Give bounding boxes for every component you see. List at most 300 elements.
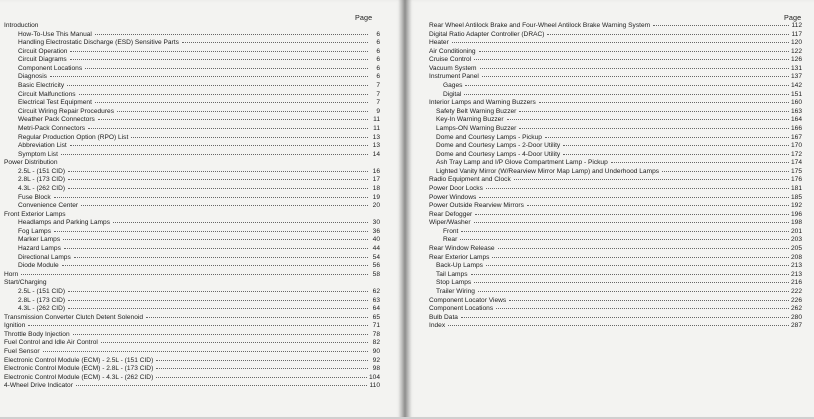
dot-leader: [507, 118, 789, 120]
dot-leader: [95, 33, 368, 35]
toc-entry-title: Convenience Center: [18, 202, 79, 210]
toc-entry-page: 170: [790, 142, 802, 150]
toc-entry-page: 36: [372, 227, 380, 235]
toc-entry-title: 2.5L - (151 CID): [18, 167, 66, 175]
toc-entry-title: Back-Up Lamps: [436, 262, 483, 270]
toc-entry: [4, 271, 380, 280]
toc-entry: [4, 176, 380, 185]
dot-leader: [545, 136, 789, 138]
toc-entry: [429, 202, 802, 211]
toc-entry-page: 56: [372, 262, 380, 270]
toc-entry-page: 151: [790, 90, 802, 98]
dot-leader: [61, 153, 368, 155]
toc-entry-page: 137: [790, 73, 802, 81]
toc-entry-page: 6: [376, 73, 380, 81]
toc-entry-title: Front Exterior Lamps: [4, 210, 66, 218]
dot-leader: [611, 161, 789, 163]
dot-leader: [41, 25, 368, 26]
dot-leader: [43, 350, 368, 352]
dot-leader: [62, 264, 368, 266]
toc-entry: [429, 262, 802, 271]
toc-entry: [4, 382, 380, 391]
toc-entry-title: Air Conditioning: [429, 47, 476, 55]
toc-entry: [4, 219, 380, 228]
toc-entry-page: 6: [376, 39, 380, 47]
dot-leader: [474, 58, 789, 60]
dot-leader: [28, 324, 368, 326]
dot-leader: [465, 84, 789, 86]
dot-leader: [21, 273, 368, 275]
toc-entry-title: Digital Ratio Adapter Controller (DRAC): [429, 30, 545, 38]
dot-leader: [68, 290, 368, 292]
toc-entry: [4, 211, 380, 220]
dot-leader: [85, 67, 368, 69]
toc-entry: [4, 73, 380, 82]
toc-entry-page: 117: [791, 30, 802, 38]
dot-leader: [131, 136, 368, 138]
toc-entry: [429, 134, 802, 143]
toc-entry-page: 126: [790, 56, 802, 64]
toc-entry-title: Digital: [443, 90, 462, 98]
dot-leader: [475, 213, 789, 215]
toc-entry: [429, 297, 802, 306]
toc-entry: [4, 228, 380, 237]
toc-entry: [429, 254, 802, 263]
toc-entry-page: 64: [372, 305, 380, 313]
toc-entry-title: Bulb Data: [429, 313, 458, 321]
toc-entry: [429, 65, 802, 74]
toc-entry: [4, 151, 380, 160]
toc-entry-page: 11: [373, 124, 380, 132]
toc-entry-title: Trailer Wiring: [436, 287, 475, 295]
toc-entry: [429, 116, 802, 125]
toc-entry-page: 175: [790, 167, 802, 175]
toc-entry-title: Fuse Block: [18, 193, 51, 201]
dot-leader: [50, 75, 368, 77]
toc-entry: [4, 288, 380, 297]
dot-leader: [117, 110, 368, 112]
dot-leader: [479, 196, 789, 198]
toc-entry-page: 205: [790, 245, 802, 253]
dot-leader: [496, 307, 789, 309]
toc-entry: [429, 91, 802, 100]
dot-leader: [461, 230, 789, 232]
dot-leader: [54, 196, 368, 198]
dot-leader: [452, 41, 789, 43]
toc-entry-page: 30: [372, 219, 380, 227]
dot-leader: [492, 256, 789, 258]
toc-entry: [4, 56, 380, 65]
toc-entry-title: Regular Production Option (RPO) List: [18, 133, 129, 141]
toc-entry-title: Safety Belt Warning Buzzer: [436, 107, 517, 115]
toc-entry-page: 98: [372, 365, 380, 373]
toc-entry-page: 7: [376, 99, 380, 107]
dot-leader: [68, 187, 368, 189]
toc-entry-title: Electronic Control Module (ECM) - 2.5L - (151 CID): [4, 356, 154, 364]
toc-entry-page: 120: [790, 39, 802, 47]
toc-entry-title: 2.8L - (173 CID): [18, 176, 66, 184]
toc-entry-title: Power Door Locks: [429, 184, 483, 192]
dot-leader: [68, 170, 368, 172]
dot-leader: [653, 24, 789, 26]
toc-entry-title: Interior Lamps and Warning Buzzers: [429, 99, 536, 107]
toc-entry-title: Hazard Lamps: [18, 245, 61, 253]
toc-entry-title: Abbreviation List: [18, 142, 67, 150]
toc-entry-page: 13: [372, 133, 380, 141]
page-column-header: Page: [355, 13, 373, 22]
toc-entry: [429, 99, 802, 108]
toc-entry: [4, 142, 380, 151]
dot-leader: [509, 299, 789, 301]
toc-entry-page: 14: [372, 150, 380, 158]
toc-entry-page: 9: [376, 107, 380, 115]
toc-entry-title: Electronic Control Module (ECM) - 4.3L - (262 CID): [4, 373, 154, 381]
dot-leader: [113, 221, 368, 223]
toc-entry: [429, 228, 802, 237]
toc-entry-title: 2.5L - (151 CID): [18, 287, 66, 295]
toc-entry: [429, 151, 802, 160]
toc-entry: [4, 65, 380, 74]
toc-entry-title: Rear Defogger: [429, 210, 473, 218]
toc-entry: [4, 374, 380, 383]
toc-entry-title: Instrument Panel: [429, 73, 479, 81]
toc-entry-page: 13: [372, 142, 380, 150]
dot-leader: [88, 127, 368, 129]
toc-entry-title: Power Distribution: [4, 159, 58, 167]
dot-leader: [101, 341, 368, 343]
toc-entry-page: 163: [790, 107, 802, 115]
toc-entry-title: Fog Lamps: [18, 227, 51, 235]
toc-entry-title: Radio Equipment and Clock: [429, 176, 511, 184]
toc-entry-title: Key-In Warning Buzzer: [436, 116, 504, 124]
toc-entry: [4, 39, 380, 48]
toc-entry-title: Index: [429, 322, 446, 330]
dot-leader: [74, 256, 368, 258]
toc-entry-title: Rear Window Release: [429, 245, 495, 253]
left-page: [0, 0, 405, 419]
dot-leader: [519, 110, 789, 112]
toc-entry: [4, 194, 380, 203]
toc-entry: [429, 31, 802, 40]
toc-entry-title: Fuel Sensor: [4, 347, 40, 355]
dot-leader: [527, 204, 789, 206]
toc-entry-title: How-To-Use This Manual: [18, 30, 92, 38]
dot-leader: [482, 75, 789, 77]
dot-leader: [486, 264, 789, 266]
toc-entry-page: 208: [790, 253, 802, 261]
toc-entry: [4, 279, 380, 288]
toc-entry: [4, 31, 380, 40]
dot-leader: [64, 247, 368, 249]
toc-entry: [4, 202, 380, 211]
toc-entry-title: Directional Lamps: [18, 253, 71, 261]
dot-leader: [486, 187, 789, 189]
toc-entry: [4, 348, 380, 357]
toc-entry: [429, 219, 802, 228]
dot-leader: [474, 281, 789, 283]
toc-entry-page: 54: [372, 253, 380, 261]
toc-entry-page: 122: [790, 47, 802, 55]
toc-entry-page: 92: [372, 356, 380, 364]
toc-entry-page: 174: [790, 159, 802, 167]
toc-entry-title: Handling Electrostatic Discharge (ESD) Sensitive Parts: [18, 39, 179, 47]
toc-entry-title: Introduction: [4, 22, 39, 29]
dot-leader: [69, 214, 368, 215]
toc-entry-page: 62: [372, 287, 380, 295]
toc-entry-title: Power Windows: [429, 193, 477, 201]
toc-entry-page: 198: [790, 219, 802, 227]
toc-entry-title: Headlamps and Parking Lamps: [18, 219, 110, 227]
toc-entry-page: 104: [368, 373, 380, 381]
toc-entry-title: Rear Wheel Antilock Brake and Four-Wheel Antilock Brake Warning System: [429, 22, 651, 29]
toc-entry-page: 160: [790, 99, 802, 107]
dot-leader: [464, 93, 789, 95]
toc-entry-page: 201: [790, 227, 802, 235]
toc-entry-page: 176: [790, 176, 802, 184]
dot-leader: [182, 41, 368, 43]
toc-entry-page: 280: [790, 313, 802, 321]
toc-entry: [4, 236, 380, 245]
toc-entry-title: Circuit Wiring Repair Procedures: [18, 107, 115, 115]
toc-entry: [4, 185, 380, 194]
toc-entry-title: Cruise Control: [429, 56, 472, 64]
toc-entry-title: Lamps-ON Warning Buzzer: [436, 124, 517, 132]
toc-entry: [429, 22, 802, 31]
toc-entry: [429, 305, 802, 314]
toc-entry-page: 58: [372, 270, 380, 278]
dot-leader: [539, 101, 789, 103]
dot-leader: [547, 33, 789, 35]
toc-entry-title: Rear Exterior Lamps: [429, 253, 490, 261]
dot-leader: [61, 162, 368, 163]
dot-leader: [448, 324, 789, 326]
toc-entry-title: 4-Wheel Drive Indicator: [4, 382, 73, 390]
toc-entry: [4, 159, 380, 168]
toc-entry-page: 78: [372, 330, 380, 338]
dot-leader: [70, 50, 368, 52]
dot-leader: [50, 282, 368, 283]
toc-entry-page: 216: [790, 279, 802, 287]
dot-leader: [98, 118, 368, 120]
toc-entry-title: Metri-Pack Connectors: [18, 124, 86, 132]
dot-leader: [70, 144, 368, 146]
dot-leader: [498, 247, 789, 249]
toc-entry: [4, 134, 380, 143]
toc-entry-title: Wiper/Washer: [429, 219, 471, 227]
toc-entry-page: 20: [372, 202, 380, 210]
toc-entry: [429, 159, 802, 168]
toc-entry-title: Diode Module: [18, 262, 59, 270]
dot-leader: [81, 204, 368, 206]
toc-entry-page: 82: [372, 339, 380, 347]
toc-entry-title: Symptom List: [18, 150, 58, 158]
dot-leader: [461, 316, 789, 318]
toc-entry: [4, 125, 380, 134]
dot-leader: [95, 101, 368, 103]
toc-entry: [429, 322, 802, 331]
toc-entry-title: Heater: [429, 39, 449, 47]
toc-entry-title: Marker Lamps: [18, 236, 61, 244]
toc-entry-page: 222: [790, 287, 802, 295]
toc-entry-page: 112: [791, 22, 802, 29]
toc-entry-page: 226: [790, 296, 802, 304]
toc-entry-page: 71: [372, 322, 380, 330]
toc-entry-title: Rear: [443, 236, 458, 244]
toc-entry-page: 7: [376, 90, 380, 98]
toc-entry-page: 196: [790, 210, 802, 218]
dot-leader: [480, 67, 789, 69]
toc-entry: [4, 48, 380, 57]
toc-entry: [429, 314, 802, 323]
toc-entry-page: 131: [790, 64, 802, 72]
toc-entry-page: 90: [372, 347, 380, 355]
toc-entry-title: Fuel Control and Idle Air Control: [4, 339, 98, 347]
dot-leader: [471, 273, 789, 275]
dot-leader: [76, 384, 368, 386]
toc-entry-title: Tail Lamps: [436, 270, 468, 278]
toc-entry: [429, 271, 802, 280]
toc-entry-title: Basic Electricity: [18, 82, 65, 90]
toc-entry: [429, 82, 802, 91]
toc-entry: [4, 91, 380, 100]
toc-entry-title: Start/Charging: [4, 279, 47, 287]
right-page: [405, 0, 814, 419]
toc-entry-page: 6: [376, 47, 380, 55]
dot-leader: [156, 359, 368, 361]
toc-entry-title: Horn: [4, 270, 19, 278]
toc-entry-page: 18: [372, 184, 380, 192]
dot-leader: [67, 84, 368, 86]
toc-entry-title: 4.3L - (262 CID): [18, 305, 66, 313]
toc-entry-title: Component Locations: [18, 64, 83, 72]
toc-entry-page: 262: [790, 305, 802, 313]
toc-entry-page: 6: [376, 64, 380, 72]
toc-entry-page: 166: [790, 124, 802, 132]
dot-leader: [146, 316, 368, 318]
toc-entry: [429, 288, 802, 297]
dot-leader: [474, 221, 789, 223]
dot-leader: [70, 58, 368, 60]
toc-entry: [429, 125, 802, 134]
toc-entry-title: Transmission Converter Clutch Detent Solenoid: [4, 313, 144, 321]
dot-leader: [156, 376, 367, 378]
toc-entry: [4, 108, 380, 117]
toc-entry-page: 110: [369, 382, 380, 390]
dot-leader: [54, 230, 368, 232]
toc-entry: [4, 254, 380, 263]
toc-entry-title: Circuit Operation: [18, 47, 68, 55]
dot-leader: [478, 290, 789, 292]
toc-entry-title: Dome and Courtesy Lamps - Pickup: [436, 133, 542, 141]
toc-entry: [4, 331, 380, 340]
toc-entry: [4, 322, 380, 331]
toc-entry-page: 172: [790, 150, 802, 158]
toc-entry-title: Dome and Courtesy Lamps - 4-Door Utility: [436, 150, 561, 158]
toc-entry-title: Gages: [443, 82, 463, 90]
toc-entry-title: Electronic Control Module (ECM) - 2.8L - (173 CID): [4, 365, 154, 373]
toc-entry-title: Dome and Courtesy Lamps - 2-Door Utility: [436, 142, 561, 150]
toc-entry-title: Power Outside Rearview Mirrors: [429, 202, 524, 210]
toc-entry-page: 40: [372, 236, 380, 244]
toc-entry-title: Front: [443, 227, 459, 235]
dot-leader: [479, 50, 789, 52]
toc-entry-title: Component Locations: [429, 305, 494, 313]
toc-entry: [4, 365, 380, 374]
toc-entry: [4, 305, 380, 314]
dot-leader: [662, 170, 789, 172]
toc-entry-page: 164: [790, 116, 802, 124]
toc-entry-page: 167: [790, 133, 802, 141]
toc-entry-page: 11: [373, 116, 380, 124]
toc-entry: [4, 82, 380, 91]
toc-entry-page: 181: [790, 184, 802, 192]
toc-entry-page: 19: [372, 193, 380, 201]
toc-entry: [4, 314, 380, 323]
dot-leader: [460, 238, 789, 240]
toc-entry-page: 17: [372, 176, 380, 184]
dot-leader: [563, 144, 789, 146]
toc-entry: [4, 339, 380, 348]
dot-leader: [514, 178, 789, 180]
dot-leader: [68, 307, 368, 309]
dot-leader: [563, 153, 789, 155]
toc-entry: [429, 168, 802, 177]
toc-entry: [429, 211, 802, 220]
toc-entry-page: 7: [376, 82, 380, 90]
toc-entry: [429, 279, 802, 288]
toc-entry-page: 6: [376, 56, 380, 64]
toc-entry: [4, 297, 380, 306]
toc-entry-title: 4.3L - (262 CID): [18, 184, 66, 192]
toc-entry: [4, 168, 380, 177]
toc-entry: [4, 357, 380, 366]
toc-entry-page: 16: [372, 167, 380, 175]
toc-entry-page: 185: [790, 193, 802, 201]
toc-entry: [429, 48, 802, 57]
toc-entry: [4, 22, 380, 31]
toc-entry-page: 213: [790, 262, 802, 270]
toc-entry: [4, 116, 380, 125]
toc-entry: [429, 73, 802, 82]
page-column-header: Page: [784, 13, 802, 22]
toc-entry: [429, 142, 802, 151]
toc-entry-title: Ash Tray Lamp and I/P Glove Compartment Lamp - Pickup: [436, 159, 608, 167]
toc-entry: [4, 245, 380, 254]
toc-entry-page: 213: [790, 270, 802, 278]
dot-leader: [519, 127, 789, 129]
toc-entry: [429, 236, 802, 245]
dot-leader: [79, 93, 368, 95]
toc-entry: [429, 56, 802, 65]
toc-entry-title: Electrical Test Equipment: [18, 99, 92, 107]
toc-entry: [429, 194, 802, 203]
toc-entry: [4, 262, 380, 271]
toc-entry-page: 142: [790, 82, 802, 90]
toc-entry-page: 287: [790, 322, 802, 330]
table-of-contents-left: [4, 22, 380, 391]
toc-entry: [429, 108, 802, 117]
toc-entry-title: Component Locator Views: [429, 296, 507, 304]
dot-leader: [68, 299, 368, 301]
dot-leader: [156, 367, 368, 369]
table-of-contents-right: [429, 22, 802, 331]
toc-entry-page: 6: [376, 30, 380, 38]
toc-entry: [429, 39, 802, 48]
toc-entry-title: Weather Pack Connectors: [18, 116, 95, 124]
toc-entry: [4, 99, 380, 108]
toc-entry-page: 203: [790, 236, 802, 244]
toc-entry-title: Throttle Body Injection: [4, 330, 70, 338]
